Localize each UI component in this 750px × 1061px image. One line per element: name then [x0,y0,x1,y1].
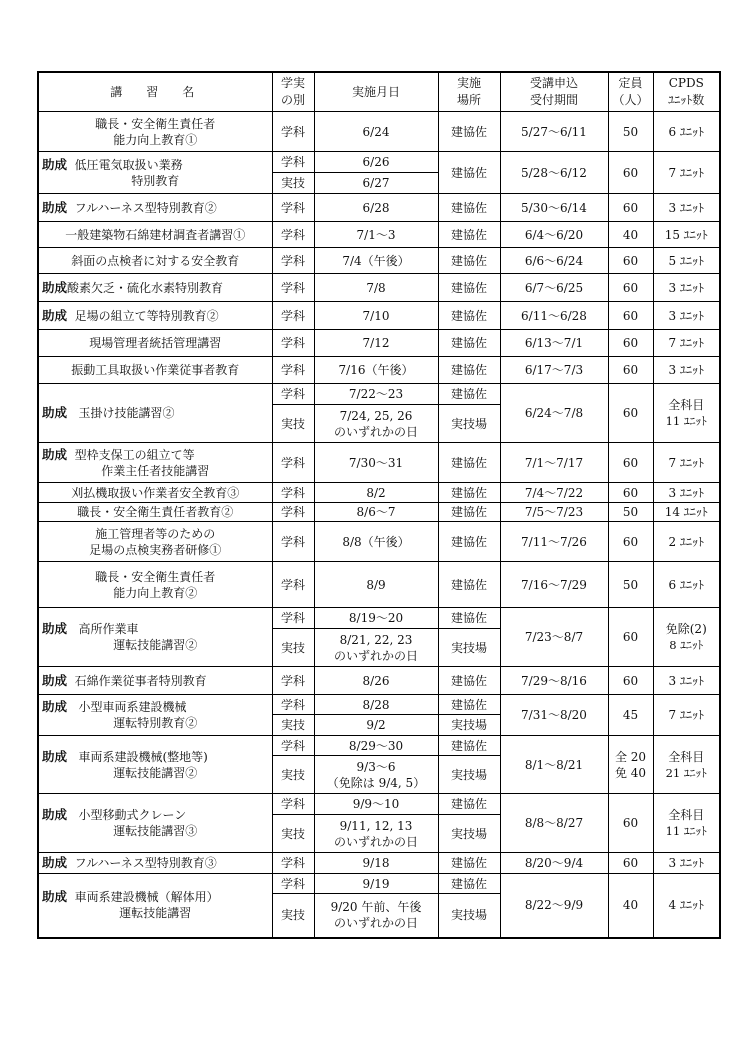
course-capacity: 50 [608,503,653,522]
course-type: 学科 [272,248,314,274]
course-name: 助成 フルハーネス型特別教育③ [38,853,272,874]
course-place: 建協佐 [438,522,500,562]
course-type: 学科 [272,357,314,384]
course-period: 8/22～9/9 [500,874,608,938]
course-date: 8/28 [314,695,438,715]
course-cpds: 全科目 21 ﾕﾆｯﾄ [653,736,720,794]
course-cpds: 7 ﾕﾆｯﾄ [653,695,720,736]
course-period: 6/24～7/8 [500,384,608,443]
course-name: 助成 足場の組立て等特別教育② [38,302,272,330]
subsidy-badge: 助成 [42,279,68,295]
subsidy-badge: 助成 [42,405,68,420]
course-period: 7/29～8/16 [500,667,608,695]
course-type: 学科 [272,384,314,405]
course-date: 8/2 [314,483,438,503]
subsidy-badge: 助成 [42,855,68,870]
course-date: 9/11, 12, 13 のいずれかの日 [314,815,438,853]
course-place: 実技場 [438,756,500,794]
course-place: 建協佐 [438,483,500,503]
course-cpds: 3 ﾕﾆｯﾄ [653,853,720,874]
course-capacity: 60 [608,152,653,194]
course-place: 建協佐 [438,794,500,815]
course-period: 6/11～6/28 [500,302,608,330]
course-capacity: 60 [608,330,653,357]
course-place: 建協佐 [438,384,500,405]
course-cpds: 免除(2) 8 ﾕﾆｯﾄ [653,608,720,667]
course-capacity: 60 [608,522,653,562]
subsidy-badge: 助成 [42,807,68,822]
table-row [38,152,720,173]
course-type: 学科 [272,152,314,173]
course-place: 建協佐 [438,112,500,152]
course-capacity: 50 [608,112,653,152]
course-type: 学科 [272,874,314,894]
course-date: 9/9～10 [314,794,438,815]
course-cpds: 4 ﾕﾆｯﾄ [653,874,720,938]
course-period: 8/1～8/21 [500,736,608,794]
course-name: 助成 小型車両系建設機械 運転特別教育② [38,695,272,736]
course-place: 実技場 [438,815,500,853]
course-cpds: 2 ﾕﾆｯﾄ [653,522,720,562]
course-type: 学科 [272,222,314,248]
course-cpds: 7 ﾕﾆｯﾄ [653,443,720,483]
course-place: 実技場 [438,629,500,667]
header-capacity: 定員 （人） [608,72,653,112]
course-place: 建協佐 [438,443,500,483]
course-place: 実技場 [438,405,500,443]
table-row [38,608,720,629]
table-row [38,853,720,874]
course-name: 職長・安全衛生責任者教育② [38,503,272,522]
course-period: 6/17～7/3 [500,357,608,384]
course-name: 助成 型枠支保工の組立て等 作業主任者技能講習 [38,443,272,483]
course-name: 職長・安全衛生責任者 能力向上教育② [38,562,272,608]
subsidy-badge: 助成 [42,156,68,172]
course-place: 建協佐 [438,695,500,715]
course-cpds: 14 ﾕﾆｯﾄ [653,503,720,522]
header-cpds: CPDS ﾕﾆｯﾄ数 [653,72,720,112]
course-type: 学科 [272,194,314,222]
course-type: 実技 [272,894,314,938]
course-period: 7/1～7/17 [500,443,608,483]
course-date: 6/26 [314,152,438,173]
course-date: 8/26 [314,667,438,695]
table-row [38,443,720,483]
course-date: 6/28 [314,194,438,222]
course-place: 建協佐 [438,152,500,194]
course-date: 9/18 [314,853,438,874]
course-period: 6/6～6/24 [500,248,608,274]
course-cpds: 3 ﾕﾆｯﾄ [653,194,720,222]
course-date: 9/20 午前、午後 のいずれかの日 [314,894,438,938]
course-place: 建協佐 [438,853,500,874]
course-type: 学科 [272,562,314,608]
course-place: 建協佐 [438,222,500,248]
table-row [38,274,720,302]
course-capacity: 60 [608,443,653,483]
course-period: 7/16～7/29 [500,562,608,608]
course-name: 振動工具取扱い作業従事者教育 [38,357,272,384]
course-type: 学科 [272,608,314,629]
course-type: 学科 [272,112,314,152]
subsidy-badge: 助成 [42,307,68,323]
course-type: 実技 [272,173,314,194]
course-capacity: 45 [608,695,653,736]
course-date: 7/1～3 [314,222,438,248]
course-cpds: 7 ﾕﾆｯﾄ [653,152,720,194]
course-type: 実技 [272,629,314,667]
table-row [38,194,720,222]
course-cpds: 全科目 11 ﾕﾆｯﾄ [653,794,720,853]
table-row [38,522,720,562]
course-name: 刈払機取扱い作業者安全教育③ [38,483,272,503]
header-place: 実施 場所 [438,72,500,112]
course-capacity: 60 [608,302,653,330]
course-type: 学科 [272,736,314,756]
table-row [38,330,720,357]
course-type: 学科 [272,667,314,695]
course-name: 斜面の点検者に対する安全教育 [38,248,272,274]
course-type: 実技 [272,756,314,794]
table-row [38,736,720,756]
course-capacity: 60 [608,794,653,853]
course-period: 7/4～7/22 [500,483,608,503]
table-row [38,222,720,248]
course-place: 建協佐 [438,330,500,357]
course-name: 施工管理者等のための 足場の点検実務者研修① [38,522,272,562]
course-capacity: 60 [608,248,653,274]
course-place: 建協佐 [438,248,500,274]
course-type: 学科 [272,794,314,815]
course-period: 8/20～9/4 [500,853,608,874]
course-place: 建協佐 [438,562,500,608]
course-date: 9/2 [314,715,438,736]
course-period: 5/27～6/11 [500,112,608,152]
header-date: 実施月日 [314,72,438,112]
course-date: 9/3～6 （免除は 9/4, 5） [314,756,438,794]
course-place: 建協佐 [438,608,500,629]
course-date: 6/27 [314,173,438,194]
table-row [38,384,720,405]
course-place: 建協佐 [438,736,500,756]
course-cpds: 3 ﾕﾆｯﾄ [653,274,720,302]
course-period: 7/5～7/23 [500,503,608,522]
course-type: 学科 [272,443,314,483]
course-capacity: 60 [608,274,653,302]
table-header-row [38,72,720,112]
course-date: 7/12 [314,330,438,357]
course-period: 5/30～6/14 [500,194,608,222]
course-period: 6/7～6/25 [500,274,608,302]
course-capacity: 40 [608,222,653,248]
course-name: 助成 フルハーネス型特別教育② [38,194,272,222]
course-name: 助成酸素欠乏・硫化水素特別教育 [38,274,272,302]
course-type: 学科 [272,503,314,522]
course-place: 実技場 [438,715,500,736]
course-capacity: 60 [608,608,653,667]
course-name: 助成 石綿作業従事者特別教育 [38,667,272,695]
course-type: 実技 [272,715,314,736]
course-capacity: 40 [608,874,653,938]
subsidy-badge: 助成 [42,199,68,215]
course-capacity: 60 [608,384,653,443]
course-place: 建協佐 [438,302,500,330]
course-place: 建協佐 [438,503,500,522]
table-row [38,667,720,695]
course-cpds: 5 ﾕﾆｯﾄ [653,248,720,274]
course-name: 助成 低圧電気取扱い業務 特別教育 [38,152,272,194]
course-date: 7/24, 25, 26 のいずれかの日 [314,405,438,443]
course-period: 6/4～6/20 [500,222,608,248]
course-name: 助成 小型移動式クレーン 運転技能講習③ [38,794,272,853]
course-date: 8/29～30 [314,736,438,756]
course-cpds: 7 ﾕﾆｯﾄ [653,330,720,357]
course-name: 助成 玉掛け技能講習② [38,384,272,443]
course-type: 学科 [272,302,314,330]
course-capacity: 50 [608,562,653,608]
course-date: 8/6～7 [314,503,438,522]
course-period: 7/23～8/7 [500,608,608,667]
subsidy-badge: 助成 [42,672,68,688]
course-place: 建協佐 [438,274,500,302]
table-row [38,112,720,152]
course-date: 7/4（午後） [314,248,438,274]
subsidy-badge: 助成 [42,699,68,714]
course-cpds: 3 ﾕﾆｯﾄ [653,483,720,503]
table-row [38,562,720,608]
course-period: 5/28～6/12 [500,152,608,194]
course-type: 学科 [272,695,314,715]
course-place: 建協佐 [438,667,500,695]
course-capacity: 60 [608,853,653,874]
subsidy-badge: 助成 [42,446,68,462]
course-capacity: 60 [608,194,653,222]
course-cpds: 6 ﾕﾆｯﾄ [653,562,720,608]
course-date: 7/8 [314,274,438,302]
table-row [38,695,720,715]
course-name: 一般建築物石綿建材調査者講習① [38,222,272,248]
course-type: 実技 [272,815,314,853]
course-date: 8/8（午後） [314,522,438,562]
course-type: 実技 [272,405,314,443]
course-period: 7/31～8/20 [500,695,608,736]
course-date: 7/22～23 [314,384,438,405]
course-date: 7/30～31 [314,443,438,483]
course-type: 学科 [272,853,314,874]
course-schedule-table [37,71,721,939]
course-type: 学科 [272,522,314,562]
subsidy-badge: 助成 [42,621,68,636]
course-type: 学科 [272,274,314,302]
course-capacity: 60 [608,483,653,503]
course-type: 学科 [272,483,314,503]
table-row [38,483,720,503]
course-capacity: 60 [608,667,653,695]
course-place: 建協佐 [438,194,500,222]
table-row [38,248,720,274]
course-cpds: 15 ﾕﾆｯﾄ [653,222,720,248]
course-period: 7/11～7/26 [500,522,608,562]
course-period: 8/8～8/27 [500,794,608,853]
course-date: 9/19 [314,874,438,894]
course-type: 学科 [272,330,314,357]
course-cpds: 6 ﾕﾆｯﾄ [653,112,720,152]
header-type: 学実 の別 [272,72,314,112]
course-cpds: 3 ﾕﾆｯﾄ [653,357,720,384]
table-row [38,874,720,894]
course-name: 助成 車両系建設機械（解体用） 運転技能講習 [38,874,272,938]
course-cpds: 3 ﾕﾆｯﾄ [653,302,720,330]
course-cpds: 全科目 11 ﾕﾆｯﾄ [653,384,720,443]
header-period: 受講申込 受付期間 [500,72,608,112]
header-course-name: 講 習 名 [38,72,272,112]
course-date: 6/24 [314,112,438,152]
course-date: 8/21, 22, 23 のいずれかの日 [314,629,438,667]
course-place: 建協佐 [438,874,500,894]
course-name: 助成 車両系建設機械(整地等) 運転技能講習② [38,736,272,794]
course-name: 現場管理者統括管理講習 [38,330,272,357]
course-period: 6/13～7/1 [500,330,608,357]
course-capacity: 全 20 免 40 [608,736,653,794]
course-date: 8/9 [314,562,438,608]
table-row [38,794,720,815]
subsidy-badge: 助成 [42,889,68,905]
course-date: 7/10 [314,302,438,330]
course-date: 8/19～20 [314,608,438,629]
course-date: 7/16（午後） [314,357,438,384]
course-place: 実技場 [438,894,500,938]
course-capacity: 60 [608,357,653,384]
course-name: 職長・安全衛生責任者 能力向上教育① [38,112,272,152]
table-row [38,302,720,330]
course-cpds: 3 ﾕﾆｯﾄ [653,667,720,695]
table-row [38,503,720,522]
table-row [38,357,720,384]
course-name: 助成 高所作業車 運転技能講習② [38,608,272,667]
subsidy-badge: 助成 [42,748,68,764]
course-place: 建協佐 [438,357,500,384]
